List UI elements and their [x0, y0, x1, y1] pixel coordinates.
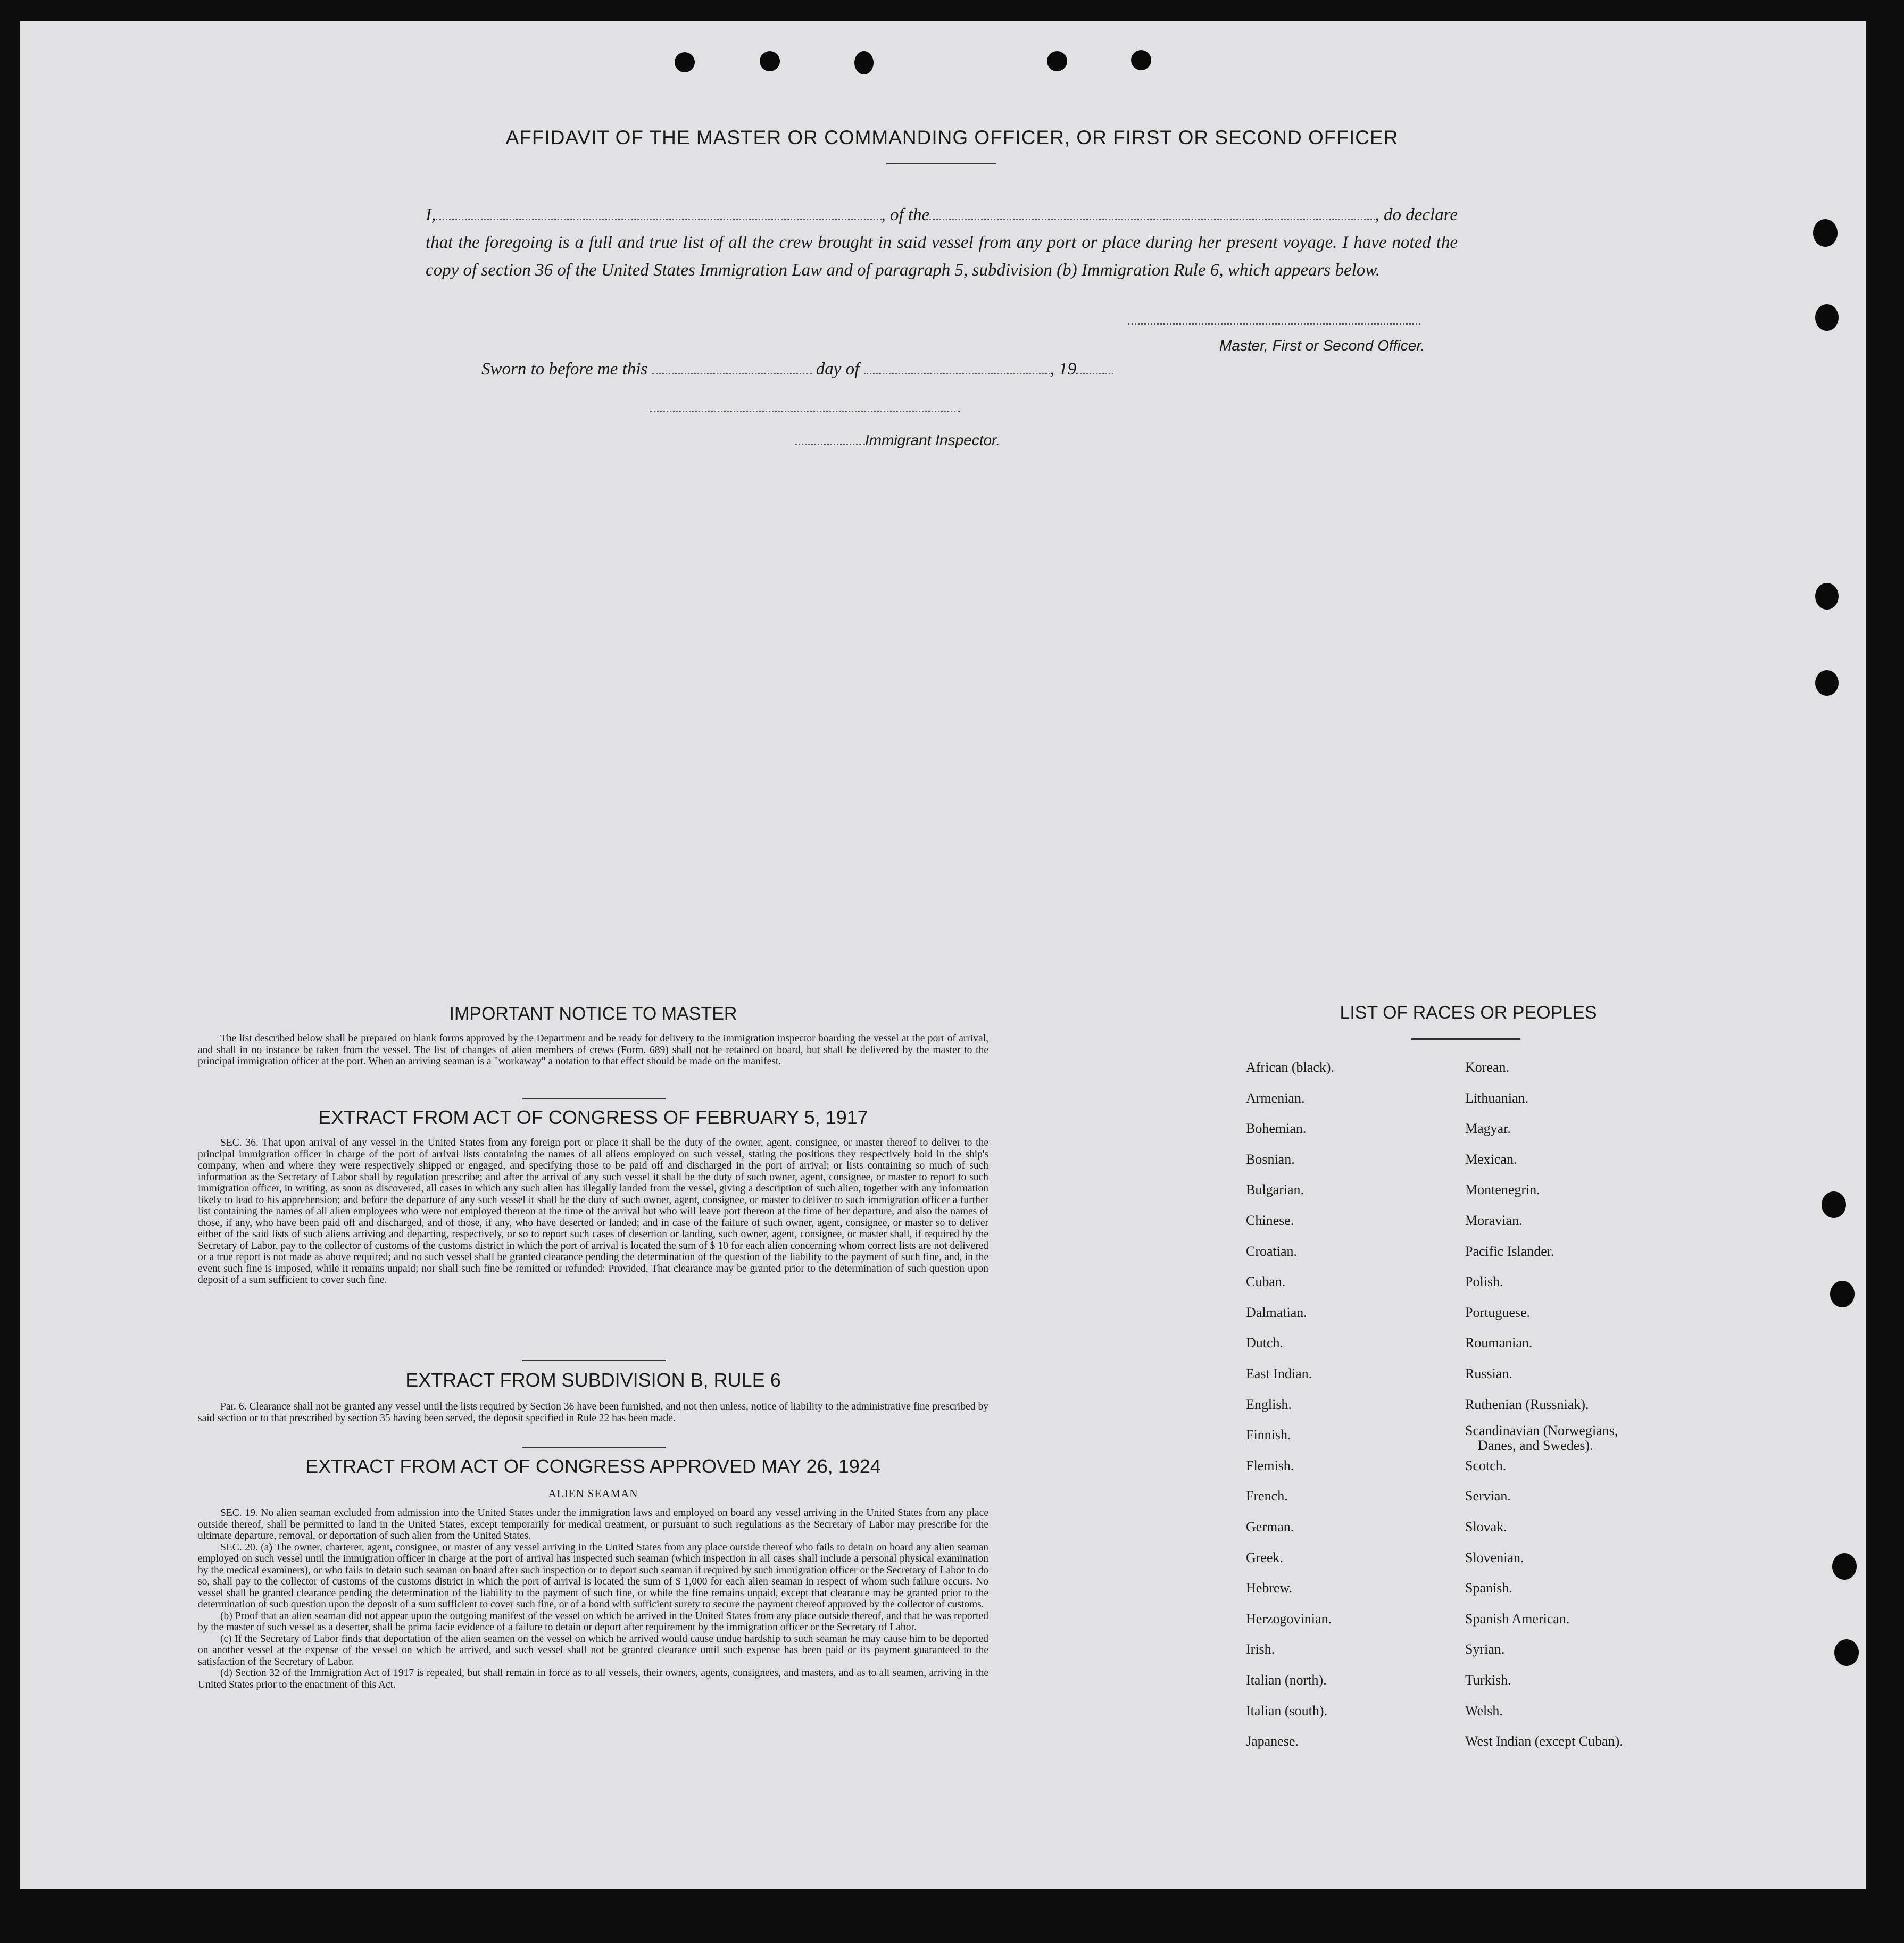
races-title: LIST OF RACES OR PEOPLES	[1340, 1003, 1597, 1023]
race-item: Lithuanian.	[1465, 1090, 1529, 1106]
extract-rule6-text	[198, 1401, 988, 1424]
race-item: German.	[1246, 1519, 1294, 1535]
race-item: Bosnian.	[1246, 1151, 1295, 1167]
race-item: Flemish.	[1246, 1457, 1294, 1473]
divider	[522, 1360, 666, 1361]
race-item: Syrian.	[1465, 1641, 1505, 1657]
race-item: East Indian.	[1246, 1366, 1312, 1381]
punch-hole	[1047, 51, 1067, 71]
race-item: Italian (south).	[1246, 1703, 1328, 1719]
signature-caption: Master, First or Second Officer.	[1219, 337, 1425, 354]
month-blank	[864, 355, 1050, 374]
notice-paragraph: The list described below shall be prepared on blank forms approved by the Department and be ready for delivery to the immigration inspector boarding the vessel at the port of arrival, and shall in no instance be taken from the vessel. The list of changes of alien members of crews (Form. 689) shall not be retained on board, but shall be delivered by the master to the principal immigration officer at the port. When an arriving seaman is a "workaway" a notation to that effect should be made on the manifest.	[198, 1033, 988, 1067]
race-item: Japanese.	[1246, 1733, 1299, 1749]
race-item: Croatian.	[1246, 1243, 1298, 1259]
race-item: Dalmatian.	[1246, 1304, 1307, 1320]
race-item: Herzogovinian.	[1246, 1611, 1332, 1627]
day-blank	[652, 355, 812, 374]
affidavit-title: AFFIDAVIT OF THE MASTER OR COMMANDING OFFICER, OR FIRST OR SECOND OFFICER	[505, 127, 1399, 148]
punch-hole	[1832, 1553, 1857, 1580]
divider	[886, 163, 996, 164]
extract-1924-subtitle: ALIEN SEAMAN	[548, 1487, 638, 1500]
race-item: Armenian.	[1246, 1090, 1305, 1106]
affidavit-of-the: , of the	[881, 205, 930, 224]
punch-hole	[1815, 583, 1839, 610]
race-item: Ruthenian (Russniak).	[1465, 1396, 1589, 1412]
race-item: Montenegrin.	[1465, 1182, 1540, 1198]
affidavit-do-declare: , do declare	[1375, 205, 1458, 224]
race-item: Magyar.	[1465, 1121, 1511, 1137]
divider	[1411, 1038, 1520, 1040]
punch-hole	[1830, 1281, 1855, 1307]
race-item: African (black).	[1246, 1060, 1335, 1075]
affidavit-body	[426, 201, 1458, 284]
race-item: Danes, and Swedes).	[1478, 1438, 1593, 1454]
divider	[522, 1098, 666, 1099]
signature-line	[1128, 323, 1420, 325]
divider	[522, 1447, 666, 1448]
race-item: Greek.	[1246, 1549, 1284, 1565]
notice-title: IMPORTANT NOTICE TO MASTER	[449, 1004, 737, 1024]
race-item: Irish.	[1246, 1641, 1275, 1657]
race-item: Chinese.	[1246, 1213, 1294, 1228]
sworn-prefix: Sworn to before me this	[481, 360, 648, 379]
extract-1924-text	[198, 1507, 988, 1690]
punch-hole	[1813, 219, 1838, 247]
sworn-line	[481, 355, 1113, 379]
sec-20d-paragraph: (d) Section 32 of the Immigration Act of 1917 is repealed, but shall remain in force as to all vessels, their owners, agents, consignees, and masters, and as to all seamen, arriving in the United States prior to the enactment of this Act.	[198, 1667, 988, 1690]
race-item: Cuban.	[1246, 1274, 1286, 1290]
race-item: Spanish.	[1465, 1580, 1512, 1596]
race-item: Turkish.	[1465, 1672, 1511, 1688]
punch-hole	[760, 51, 780, 71]
punch-hole	[1131, 50, 1151, 70]
name-blank	[436, 201, 881, 220]
race-item: Hebrew.	[1246, 1580, 1293, 1596]
race-item: Spanish American.	[1465, 1611, 1570, 1627]
punch-hole	[1834, 1639, 1859, 1666]
race-item: Welsh.	[1465, 1703, 1503, 1719]
punch-hole	[675, 52, 695, 72]
rule6-paragraph: Par. 6. Clearance shall not be granted any vessel until the lists required by Section 36 have been furnished, and not then unless, notice of liability to the administrative fine prescribed by said section or to that prescribed by section 35 having been served, the deposit specified in Rule 22 has been made.	[198, 1401, 988, 1424]
punch-hole	[1815, 670, 1839, 696]
race-item: Bulgarian.	[1246, 1182, 1304, 1198]
race-item: Moravian.	[1465, 1213, 1523, 1228]
sec-20b-paragraph: (b) Proof that an alien seaman did not appear upon the outgoing manifest of the vessel on which he arrived in the United States from any place outside thereof, and that he was reported by the master of such vessel as a deserter, shall be prima facie evidence of a failure to detain or deport after requirement by the immigration officer or the Secretary of Labor.	[198, 1610, 988, 1633]
vessel-blank	[929, 201, 1375, 220]
year-blank	[1076, 355, 1113, 374]
race-item: Servian.	[1465, 1488, 1511, 1504]
sec-20c-paragraph: (c) If the Secretary of Labor finds that deportation of the alien seamen on the vessel on which he arrived would cause undue hardship to such seaman he may cause him to be deported on another vessel at the expense of the vessel on which he arrived, and such vessel shall not be granted clearance until such expense has been paid or its payment guaranteed to the satisfaction of the Secretary of Labor.	[198, 1633, 988, 1667]
race-item: Russian.	[1465, 1366, 1512, 1381]
section-36-paragraph: SEC. 36. That upon arrival of any vessel in the United States from any foreign port or place it shall be the duty of the owner, agent, consignee, or master thereof to deliver to the principal immigration officer in charge of the port of arrival lists containing the names of all aliens employed on such vessel, stating the positions they respectively hold in the ship's company, when and where they were respectively shipped or engaged, and specifying those to be paid off and discharged in the port of arrival; or lists containing so much of such information as the Secretary of Labor shall by regulation prescribe; and after the arrival of any such vessel it shall be the duty of such owner, agent, consignee, or master to report to such immigration officer, in writing, as soon as discovered, all cases in which any such alien has illegally landed from the vessel, giving a description of such alien, together with any information likely to lead to his apprehension; and before the departure of any such vessel it shall be the duty of such owner, agent, consignee, or master to deliver to such immigration officer a further list containing the names of all alien employees who were not employed thereon at the time of the arrival but who will leave port thereon at the time of her departure, and also the names of those, if any, who have been paid off and discharged, and of those, if any, who have deserted or landed; and in case of the failure of such owner, agent, consignee, or master so to deliver either of the said lists of such aliens arriving and departing, respectively, or so to report such cases of desertion or landing, such owner, agent, consignee, or master shall, if required by the Secretary of Labor, pay to the collector of customs of the customs district in which the port of arrival is located the sum of $ 10 for each alien concerning whom correct lists are not delivered or a true report is not made as above required; and no such vessel shall be granted clearance pending the determination of the question of the liability to the payment of such fine, and, in the event such fine is imposed, while it remains unpaid; nor shall such fine be remitted or refunded: Provided, That clearance may be granted prior to the determination of such question upon deposit of a sum sufficient to cover such fine.	[198, 1137, 988, 1286]
year-prefix: , 19	[1050, 360, 1077, 379]
race-item: Scotch.	[1465, 1457, 1507, 1473]
race-item: West Indian (except Cuban).	[1465, 1733, 1623, 1749]
race-item: Italian (north).	[1246, 1672, 1327, 1688]
race-item: Polish.	[1465, 1274, 1503, 1290]
affidavit-statement: that the foregoing is a full and true list of all the crew brought in said vessel from any port or place during her present voyage. I have noted the copy of section 36 of the United States Immigration Law and of paragraph 5, subdivision (b) Immigration Rule 6, which appears below.	[426, 233, 1458, 280]
race-item: Dutch.	[1246, 1335, 1284, 1351]
sec-20a-paragraph: SEC. 20. (a) The owner, charterer, agent, consignee, or master of any vessel arriving in the United States from any place outside thereof who fails to detain on board any alien seaman employed on such vessel until the immigration officer in charge at the port of arrival has inspected such seaman (which inspection in all cases shall include a personal physical examination by the medical examiners), or who fails to detain such seaman on board after such inspection or to deport such seaman if required by such immigration officer or the Secretary of Labor to do so, shall pay to the collector of customs of the customs district in which the port of arrival is located the sum of $ 1,000 for each alien seaman in respect of whom such failure occurs. No vessel shall be granted clearance pending the determination of the liability to the payment of such fine, or while the fine remains unpaid, except that clearance may be granted prior to the determination of such question upon the deposit of a sum sufficient to cover such fine, or of a bond with sufficient surety to secure the payment thereof approved by the collector of customs.	[198, 1541, 988, 1610]
notice-text	[198, 1033, 988, 1068]
race-item: Pacific Islander.	[1465, 1243, 1554, 1259]
day-of-label: day of	[816, 360, 860, 379]
inspector-blank	[795, 429, 865, 445]
extract-rule6-title: EXTRACT FROM SUBDIVISION B, RULE 6	[405, 1369, 781, 1391]
race-item: Mexican.	[1465, 1151, 1517, 1167]
race-item: French.	[1246, 1488, 1288, 1504]
race-item: Slovenian.	[1465, 1549, 1524, 1565]
race-item: Roumanian.	[1465, 1335, 1533, 1351]
punch-hole	[854, 51, 874, 74]
inspector-signature-line	[650, 411, 960, 412]
race-item: Slovak.	[1465, 1519, 1507, 1535]
race-item: Bohemian.	[1246, 1121, 1307, 1137]
affidavit-i-label: I,	[426, 205, 436, 224]
inspector-caption-line	[795, 429, 1000, 449]
race-item: Scandinavian (Norwegians,	[1465, 1423, 1618, 1439]
extract-1917-title: EXTRACT FROM ACT OF CONGRESS OF FEBRUARY 5, 1917	[318, 1106, 868, 1128]
race-item: Portuguese.	[1465, 1304, 1531, 1320]
punch-hole	[1815, 304, 1839, 331]
inspector-caption: Immigrant Inspector.	[865, 432, 1001, 448]
extract-1924-title: EXTRACT FROM ACT OF CONGRESS APPROVED MAY 26, 1924	[305, 1455, 881, 1477]
sec-19-paragraph: SEC. 19. No alien seaman excluded from admission into the United States under the immigration laws and employed on board any vessel arriving in the United States from any place outside thereof, shall be permitted to land in the United States, except temporarily for medical treatment, or pursuant to such regulations as the Secretary of Labor may prescribe for the ultimate departure, removal, or deportation of such alien from the United States.	[198, 1507, 988, 1541]
race-item: Korean.	[1465, 1060, 1510, 1075]
race-item: Finnish.	[1246, 1427, 1291, 1443]
race-item: English.	[1246, 1396, 1292, 1412]
punch-hole	[1822, 1191, 1846, 1218]
extract-1917-text	[198, 1137, 988, 1286]
